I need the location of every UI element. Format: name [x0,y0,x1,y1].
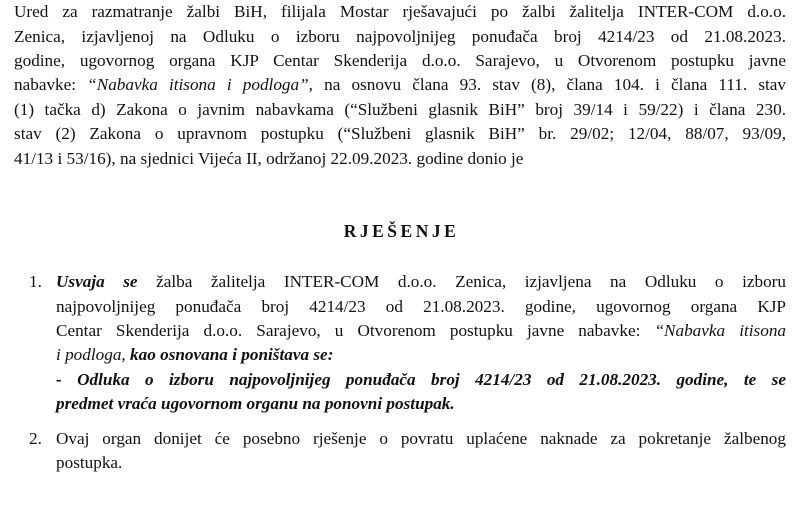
item-1-line-3 [56,319,786,343]
item-2-line-2: postupka. [56,453,123,472]
item-number-1: 1. [29,272,42,291]
item-number-2: 2. [29,429,42,448]
intro-line-5: (1) tačka d) Zakona o javnim nabavkama (“Službeni glasnik BiH” broj 39/14 i 59/22) i člana 230. [14,100,786,119]
intro-line-3: godine, ugovornog organa KJP Centar Skenderija d.o.o. Sarajevo, u Otvorenom postupku javne [14,51,786,70]
item-1-line-1-rest: žalba žalitelja INTER-COM d.o.o. Zenica, izjavljena na Odluku o izboru [137,272,786,291]
item-1-line-6: predmet vraća ugovornom organu na ponovni postupak. [56,394,455,413]
intro-line-4 [14,73,786,97]
item-1-line-4 [56,343,333,367]
item-1-line-4-italic: i podloga, [56,345,126,364]
intro-line-4-post: na osnovu člana 93. stav (8), člana 104. i člana 111. stav [312,75,787,94]
item-1-line-2: najpovoljnijeg ponuđača broj 4214/23 od 21.08.2023. godine, ugovornog organa KJP [56,297,786,316]
item-1-line-4-bold: kao osnovana i poništava se: [125,345,334,364]
decision-title: RJEŠENJE [343,221,460,241]
intro-line-7: 41/13 i 53/16), na sjednici Vijeća II, održanoj 22.09.2023. godine donio je [14,149,524,168]
item-1-lead: Usvaja se [56,272,138,291]
item-1-line-1 [56,270,786,294]
intro-line-2: Zenica, izjavljenoj na Odluku o izboru najpovoljnijeg ponuđača broj 4214/23 od 21.08.2023. [14,27,786,46]
item-1-line-5: - Odluka o izboru najpovoljnijeg ponuđača broj 4214/23 od 21.08.2023. godine, te se [56,370,786,389]
intro-line-6: stav (2) Zakona o upravnom postupku (“Službeni glasnik BiH” br. 29/02; 12/04, 88/07, 93/09, [14,124,786,143]
item-1-line-3-pre: Centar Skenderija d.o.o. Sarajevo, u Otvorenom postupku javne nabavke: [56,321,655,340]
procurement-name: “Nabavka itisona i podloga”, [87,75,313,94]
item-2-line-1: Ovaj organ donijet će posebno rješenje o povratu uplaćene naknade za pokretanje žalbenog [56,429,786,448]
item-1-procurement-name: “Nabavka itisona [654,321,787,340]
intro-line-4-pre: nabavke: [14,75,88,94]
intro-line-1: Ured za razmatranje žalbi BiH, filijala Mostar rješavajući po žalbi žalitelja INTER-COM d.o.o. [14,2,786,21]
